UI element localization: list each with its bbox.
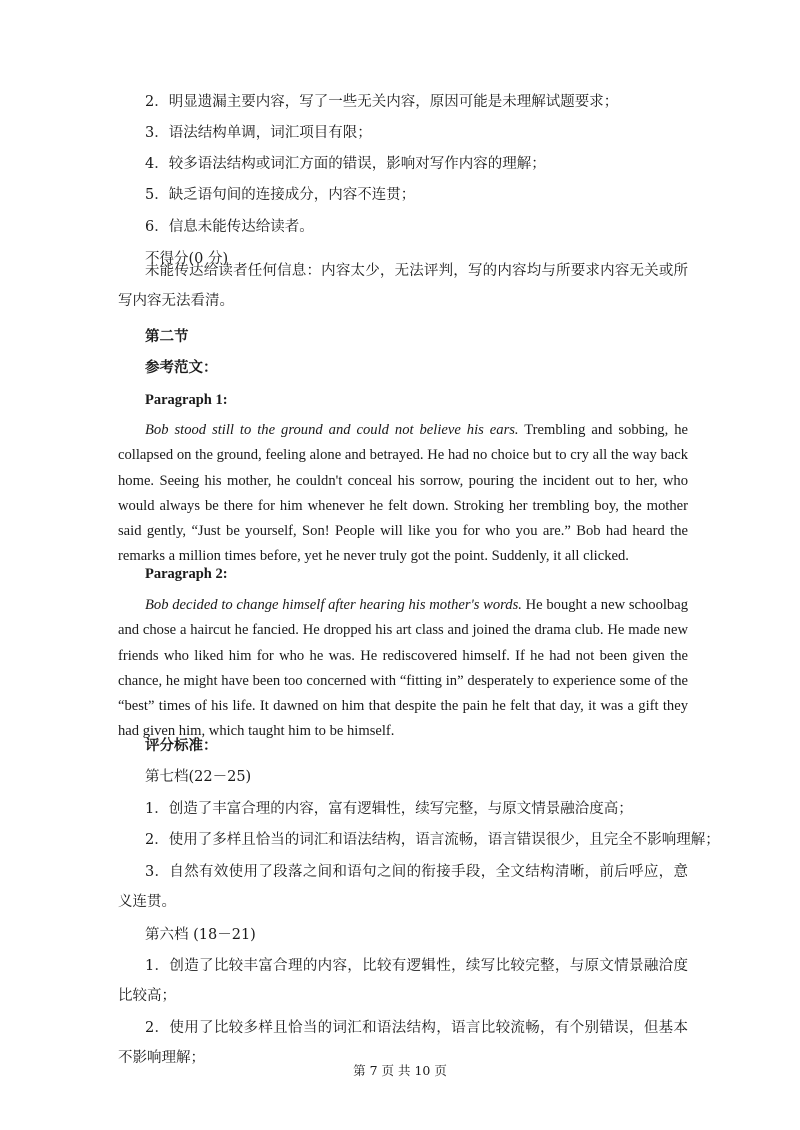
level-7-item-2: 2．使用了多样且恰当的词汇和语法结构，语言流畅，语言错误很少，且完全不影响理解； (145, 832, 720, 848)
level-6-title: 第六档 (18－21) (145, 927, 256, 943)
page-footer: 第 7 页 共 10 页 (353, 1063, 447, 1078)
intro-item-6: 6．信息未能传达给读者。 (145, 219, 314, 235)
paragraph-1-label: Paragraph 1: (145, 392, 228, 408)
paragraph-2-text (118, 593, 688, 745)
level-6-item-2: 2．使用了比较多样且恰当的词汇和语法结构，语言比较流畅，有个别错误，但基本不影响理解； (118, 1020, 688, 1066)
zero-score-description: 未能传达给读者任何信息：内容太少，无法评判，写的内容均与所要求内容无关或所写内容无法看清。 (118, 263, 688, 309)
paragraph-2-lead: Bob decided to change himself after hearing his mother's words. (145, 597, 522, 613)
level-7-item-3: 3．自然有效使用了段落之间和语句之间的衔接手段，全文结构清晰，前后呼应，意义连贯。 (118, 864, 688, 910)
criteria-title: 评分标准： (145, 737, 218, 754)
model-essay-title: 参考范文： (145, 359, 218, 376)
paragraph-1-lead: Bob stood still to the ground and could not believe his ears. (145, 422, 519, 438)
intro-item-4: 4．较多语法结构或词汇方面的错误，影响对写作内容的理解； (145, 156, 546, 172)
intro-item-2: 2．明显遗漏主要内容，写了一些无关内容，原因可能是未理解试题要求； (145, 94, 619, 110)
paragraph-1-body: Trembling and sobbing, he collapsed on the ground, feeling alone and betrayed. He had no choice but to cry all the way back home. Seeing his mother, he couldn't conceal his sorrow, pouring the incident out to her, who would always be there for him whenever he felt down. Stroking her trembling boy, the mother said gently, “Just be yourself, Son! People will like you for who you are.” Bob had heard the remarks a million times before, yet he never truly got the point. Suddenly, it all clicked. (118, 422, 688, 565)
level-7-title: 第七档(22－25) (145, 769, 252, 785)
zero-score-title: 不得分(0 分) (145, 251, 229, 267)
paragraph-1-text (118, 418, 688, 570)
level-7-item-1: 1．创造了丰富合理的内容，富有逻辑性，续写完整，与原文情景融洽度高； (145, 801, 633, 817)
section-title: 第二节 (145, 328, 189, 345)
paragraph-2-label: Paragraph 2: (145, 566, 228, 582)
paragraph-2-body: He bought a new schoolbag and chose a haircut he fancied. He dropped his art class and joined the drama club. He made new friends who liked him for who he was. He rediscovered himself. If he had not been given the chance, he might have been too concerned with “fitting in” desperately to experience some of the “best” times of his life. It dawned on him that despite the pain he felt that day, it was a gift they had given him, which taught him to be himself. (118, 597, 688, 740)
intro-item-5: 5．缺乏语句间的连接成分，内容不连贯； (145, 187, 416, 203)
intro-item-3: 3．语法结构单调，词汇项目有限； (145, 125, 372, 141)
level-6-item-1: 1．创造了比较丰富合理的内容，比较有逻辑性，续写比较完整，与原文情景融洽度比较高； (118, 958, 688, 1004)
